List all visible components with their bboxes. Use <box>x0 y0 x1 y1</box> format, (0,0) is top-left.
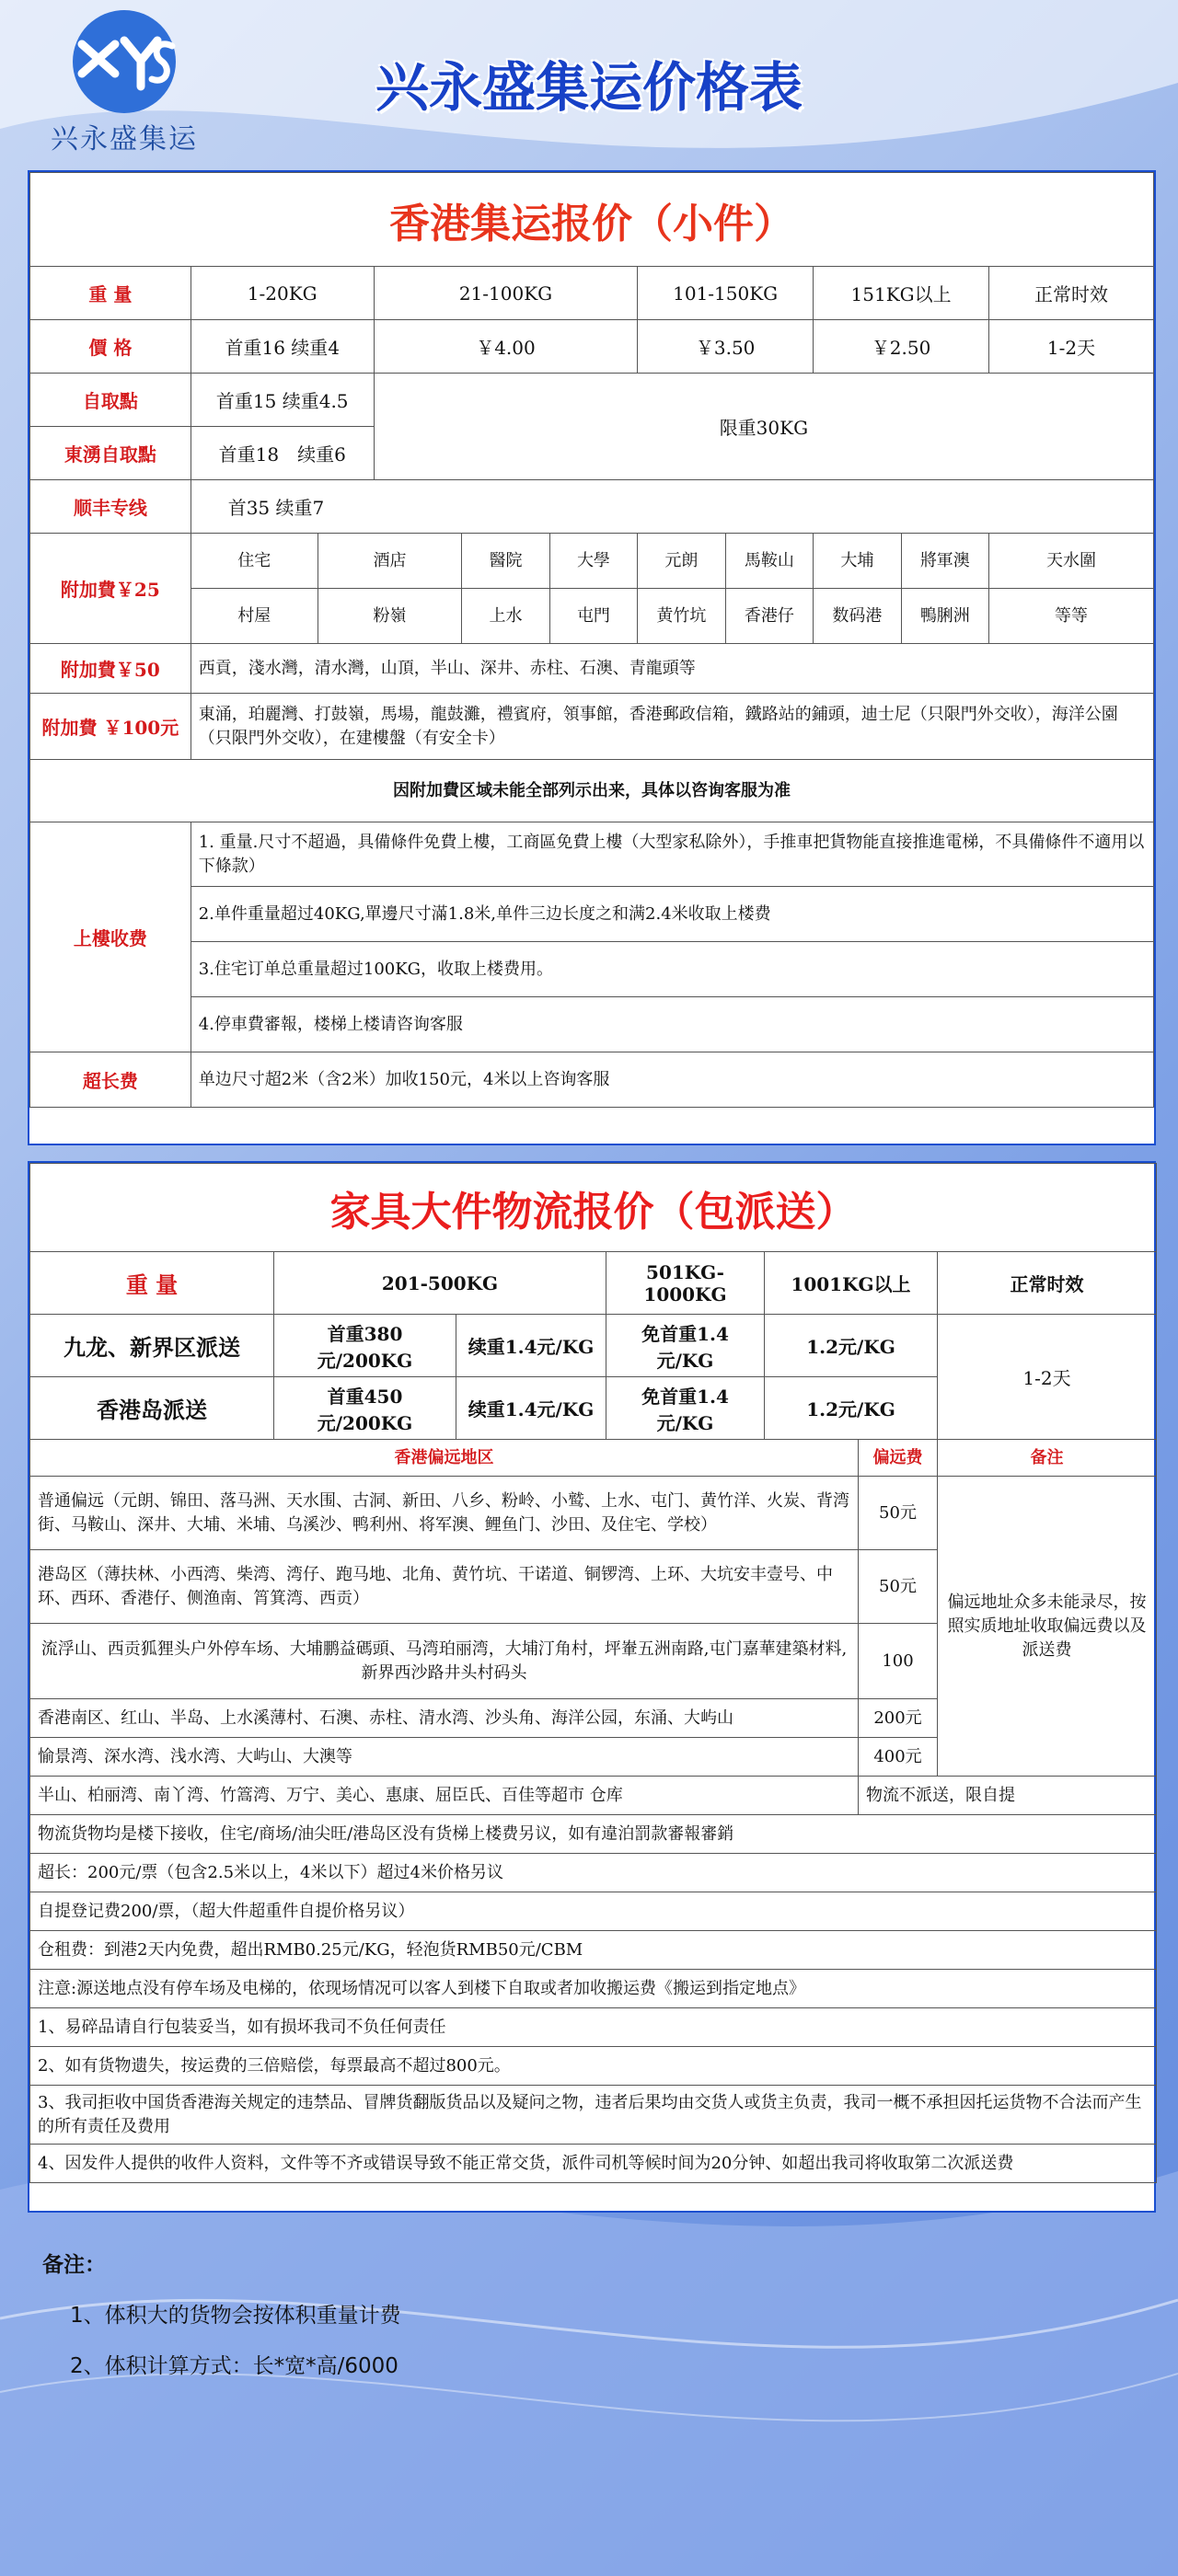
brand-logo <box>46 6 202 153</box>
pickup-price: 首重15 续重4.5 <box>191 374 374 427</box>
weight-101-150: 101-150KG <box>638 267 814 320</box>
upstairs-label: 上樓收费 <box>30 822 191 1052</box>
page-title: 兴永盛集运价格表 <box>375 56 803 119</box>
surcharge25-area: 等等 <box>989 589 1154 644</box>
rule-row: 3、我司拒收中国货香港海关规定的违禁品、冒牌货翻版货品以及疑问之物，违者后果均由交货人或货主负责，我司一概不承担因托运货物不合法而产生的所有责任及费用 <box>30 2086 1157 2145</box>
overlength-text: 单边尺寸超2米（含2米）加收150元，4米以上咨询客服 <box>191 1052 1153 1108</box>
remote-area-row: 愉景湾、深水湾、浅水湾、大屿山、大澳等 <box>30 1738 859 1777</box>
large-item-title: 家具大件物流报价（包派送） <box>30 1164 1157 1252</box>
surcharge25-area: 香港仔 <box>725 589 813 644</box>
surcharge-notice: 因附加費区域未能全部列示出来，具体以咨询客服为准 <box>30 760 1154 822</box>
sf-label: 顺丰专线 <box>30 480 191 534</box>
page-header <box>0 0 1178 175</box>
weight-limit: 限重30KG <box>374 374 1153 480</box>
surcharge100-label: 附加費 ￥100元 <box>30 694 191 760</box>
rule-row: 4、因发件人提供的收件人资料，文件等不齐或错误导致不能正常交货，派件司机等候时间为20分钟、如超出我司将收取第二次派送费 <box>30 2145 1157 2183</box>
surcharge25-area: 醫院 <box>462 534 549 589</box>
normal-timing-label: 正常时效 <box>989 267 1154 320</box>
hkisland-1001-plus: 1.2元/KG <box>765 1377 938 1440</box>
pickup-label: 自取點 <box>30 374 191 427</box>
rule-row: 注意:源送地点没有停车场及电梯的，依现场情况可以客人到楼下自取或者加收搬运费《搬运到指定地点》 <box>30 1970 1157 2008</box>
price-21-100: ￥4.00 <box>374 320 637 374</box>
surcharge25-area: 元朗 <box>638 534 725 589</box>
remote-fee: 50元 <box>859 1550 938 1624</box>
surcharge25-area: 鴨脷洲 <box>901 589 988 644</box>
upstairs-rule: 1. 重量.尺寸不超過，具備條件免費上樓，工商區免費上樓（大型家私除外），手推車把貨物能直接推進電梯，不具備條件不適用以下條款） <box>191 822 1153 887</box>
small-parcel-title: 香港集运报价（小件） <box>30 173 1154 267</box>
hkisland-label: 香港岛派送 <box>30 1377 274 1440</box>
large-timing-value: 1-2天 <box>938 1315 1157 1440</box>
kowloon-501-1000: 免首重1.4元/KG <box>606 1315 765 1377</box>
hkisland-first-weight: 首重450元/200KG <box>274 1377 456 1440</box>
remote-fee-header: 偏远费 <box>859 1440 938 1477</box>
surcharge25-area: 天水圍 <box>989 534 1154 589</box>
notes-section <box>42 2240 401 2392</box>
surcharge25-area: 將軍澳 <box>901 534 988 589</box>
tungchung-price: 首重18 续重6 <box>191 427 374 480</box>
notes-title: 备注： <box>42 2253 106 2277</box>
weight-151-plus: 151KG以上 <box>814 267 989 320</box>
surcharge50-areas: 西貢，淺水灣，清水灣，山頂，半山、深井、赤柱、石澳、青龍頭等 <box>191 644 1153 694</box>
remote-fee: 100 <box>859 1624 938 1699</box>
kowloon-1001-plus: 1.2元/KG <box>765 1315 938 1377</box>
overlength-label: 超长费 <box>30 1052 191 1108</box>
surcharge25-area: 大學 <box>549 534 637 589</box>
remote-area-row: 流浮山、西贡狐狸头户外停车场、大埔鹏益碼頭、马湾珀丽湾，大埔汀角村，坪輋五洲南路,屯门嘉華建築材料,新界西沙路井头村码头 <box>30 1624 859 1699</box>
note-item: 1、体积大的货物会按体积重量计费 <box>70 2304 401 2328</box>
kowloon-extra-weight: 续重1.4元/KG <box>456 1315 606 1377</box>
weight-1-20: 1-20KG <box>191 267 374 320</box>
rule-row: 2、如有货物遗失，按运费的三倍赔偿，每票最高不超过800元。 <box>30 2047 1157 2086</box>
surcharge25-area: 屯門 <box>549 589 637 644</box>
remote-area-row: 普通偏远（元朗、锦田、落马洲、天水围、古洞、新田、八乡、粉岭、小鹫、上水、屯门、黄竹洋、火炭、背湾街、马鞍山、深井、大埔、米埔、乌溪沙、鸭利州、将军澳、鲤鱼门、沙田、及住宅、学校） <box>30 1477 859 1550</box>
weight-label: 重 量 <box>30 267 191 320</box>
tungchung-label: 東湧自取點 <box>30 427 191 480</box>
upstairs-rule: 4.停車費審報，楼梯上楼请咨询客服 <box>191 997 1153 1052</box>
remote-fee: 200元 <box>859 1699 938 1738</box>
surcharge25-label: 附加費￥25 <box>30 534 191 644</box>
note-item: 2、体积计算方式：长*宽*高/6000 <box>70 2354 398 2378</box>
upstairs-rule: 2.单件重量超过40KG,單邊尺寸滿1.8米,单件三边长度之和满2.4米收取上楼费 <box>191 887 1153 942</box>
large-weight-label: 重 量 <box>30 1252 274 1315</box>
large-item-table <box>29 1163 1157 2183</box>
remote-area-row: 港岛区（薄扶林、小西湾、柴湾、湾仔、跑马地、北角、黄竹坑、干诺道、铜锣湾、上环、大坑安丰壹号、中环、西环、香港仔、侧渔南、筲箕湾、西贡） <box>30 1550 859 1624</box>
surcharge25-area: 粉嶺 <box>318 589 461 644</box>
remote-area-header: 香港偏远地区 <box>30 1440 859 1477</box>
logo-text: 兴永盛集运 <box>51 123 198 155</box>
small-parcel-panel <box>28 170 1156 1145</box>
remote-area-row: 香港南区、红山、半岛、上水溪薄村、石澳、赤柱、清水湾、沙头角、海洋公园，东涌、大屿山 <box>30 1699 859 1738</box>
rule-row: 1、易碎品请自行包装妥当，如有损坏我司不负任何责任 <box>30 2008 1157 2047</box>
timing-value: 1-2天 <box>989 320 1154 374</box>
surcharge100-areas: 東涌，珀麗灣、打鼓嶺，馬場，龍鼓灘，禮賓府，領事館，香港郵政信箱，鐵路站的鋪頭，迪士尼（只限門外交收），海洋公園（只限門外交收），在建樓盤（有安全卡） <box>191 694 1153 760</box>
surcharge25-area: 数码港 <box>814 589 901 644</box>
kowloon-first-weight: 首重380元/200KG <box>274 1315 456 1377</box>
surcharge25-area: 上水 <box>462 589 549 644</box>
no-delivery-area: 半山、柏丽湾、南丫湾、竹篙湾、万宁、美心、惠康、屈臣氏、百佳等超市 仓库 <box>30 1777 859 1815</box>
surcharge25-area: 黄竹坑 <box>638 589 725 644</box>
surcharge25-area: 馬鞍山 <box>725 534 813 589</box>
price-1-20: 首重16 续重4 <box>191 320 374 374</box>
surcharge25-area: 大埔 <box>814 534 901 589</box>
large-weight-1001-plus: 1001KG以上 <box>765 1252 938 1315</box>
upstairs-rule: 3.住宅订单总重量超过100KG，收取上楼费用。 <box>191 942 1153 997</box>
remote-fee: 400元 <box>859 1738 938 1777</box>
hkisland-501-1000: 免首重1.4元/KG <box>606 1377 765 1440</box>
remote-fee: 50元 <box>859 1477 938 1550</box>
price-151-plus: ￥2.50 <box>814 320 989 374</box>
kowloon-label: 九龙、新界区派送 <box>30 1315 274 1377</box>
remote-remark: 偏远地址众多未能录尽，按照实质地址收取偏远费以及派送费 <box>938 1477 1157 1777</box>
price-101-150: ￥3.50 <box>638 320 814 374</box>
logo-icon <box>69 7 179 116</box>
rule-row: 超长：200元/票（包含2.5米以上，4米以下）超过4米价格另议 <box>30 1854 1157 1892</box>
hkisland-extra-weight: 续重1.4元/KG <box>456 1377 606 1440</box>
large-item-panel <box>28 1161 1156 2213</box>
surcharge25-area: 村屋 <box>191 589 318 644</box>
sf-price: 首35 续重7 <box>191 480 1153 534</box>
small-parcel-table <box>29 172 1154 1108</box>
surcharge50-label: 附加費￥50 <box>30 644 191 694</box>
large-weight-501-1000: 501KG-1000KG <box>606 1252 765 1315</box>
rule-row: 自提登记费200/票，（超大件超重件自提价格另议） <box>30 1892 1157 1931</box>
price-label: 價 格 <box>30 320 191 374</box>
no-delivery-note: 物流不派送，限自提 <box>859 1777 1157 1815</box>
weight-21-100: 21-100KG <box>374 267 637 320</box>
surcharge25-area: 酒店 <box>318 534 461 589</box>
large-timing-label: 正常时效 <box>938 1252 1157 1315</box>
large-weight-201-500: 201-500KG <box>274 1252 606 1315</box>
rule-row: 物流货物均是楼下接收，住宅/商场/油尖旺/港岛区没有货梯上楼费另议，如有違泊罰款審報審銷 <box>30 1815 1157 1854</box>
rule-row: 仓租费：到港2天内免费，超出RMB0.25元/KG，轻泡货RMB50元/CBM <box>30 1931 1157 1970</box>
remark-header: 备注 <box>938 1440 1157 1477</box>
surcharge25-area: 住宅 <box>191 534 318 589</box>
